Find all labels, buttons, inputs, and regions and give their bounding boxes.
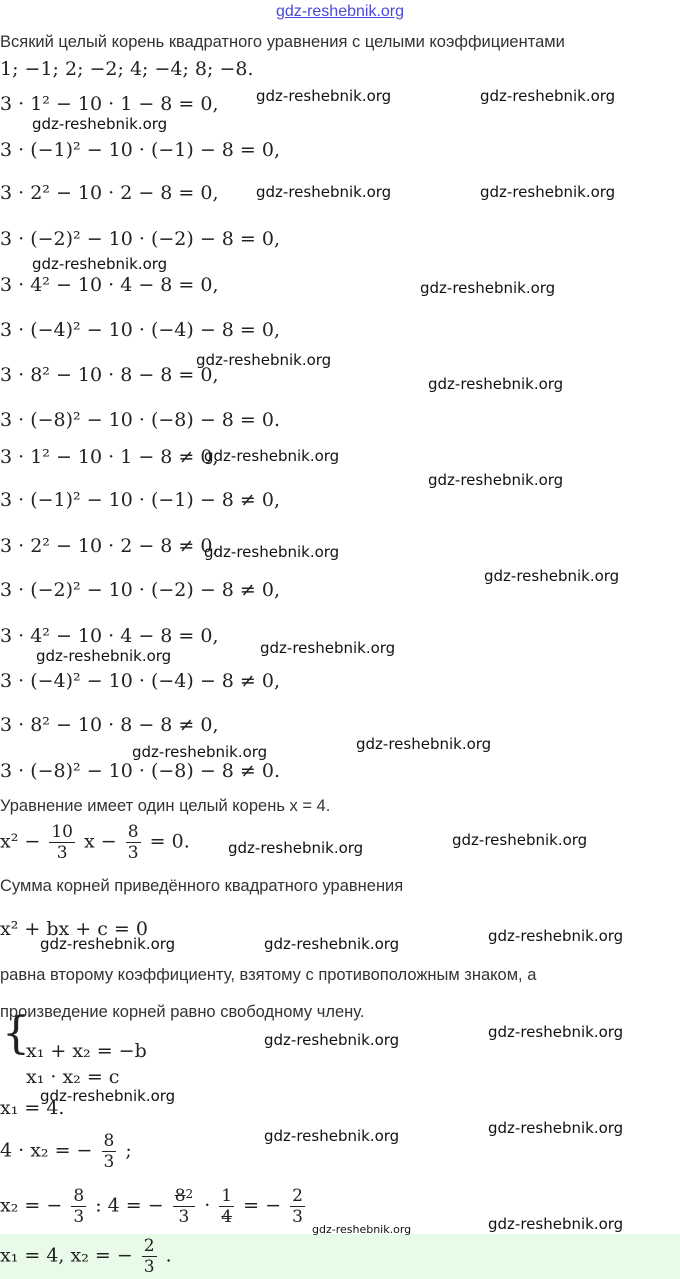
product-equation [0, 1131, 132, 1172]
reduced-equation [0, 822, 190, 863]
answer-end: . [165, 1244, 172, 1267]
system-line-sum: x₁ + x₂ = −b [26, 1040, 147, 1062]
denominator: 3 [56, 843, 68, 863]
watermark: gdz-reshebnik.org [32, 115, 168, 133]
check-line: 3 · 2² − 10 · 2 − 8 = 0, [0, 182, 219, 204]
watermark: gdz-reshebnik.org [36, 647, 172, 665]
watermark: gdz-reshebnik.org [480, 87, 616, 105]
numerator: 1 [221, 1186, 233, 1206]
check-line: 3 · (−4)² − 10 · (−4) − 8 ≠ 0, [0, 670, 280, 692]
denominator: 3 [292, 1207, 303, 1227]
system-brace: { [2, 1008, 30, 1059]
intro-text: Всякий целый корень квадратного уравнения с целыми коэффициентами [0, 33, 565, 51]
fraction [290, 1186, 305, 1227]
reduced-eq-right: = 0. [149, 830, 190, 853]
reduced-eq-left: x² − [0, 830, 41, 853]
check-line: 3 · (−1)² − 10 · (−1) − 8 = 0, [0, 139, 280, 161]
answer-left: x₁ = 4, x₂ = − [0, 1244, 133, 1267]
check-line: 3 · (−2)² − 10 · (−2) − 8 = 0, [0, 228, 280, 250]
watermark: gdz-reshebnik.org [428, 375, 564, 393]
watermark: gdz-reshebnik.org [488, 1215, 624, 1233]
watermark: gdz-reshebnik.org [264, 935, 400, 953]
numerator: 8 [127, 822, 139, 842]
x1-value: x₁ = 4. [0, 1097, 65, 1119]
divisors-list: 1; −1; 2; −2; 4; −4; 8; −8. [0, 58, 254, 80]
watermark: gdz-reshebnik.org [312, 1223, 412, 1236]
x2-mid: : 4 = − [95, 1194, 164, 1217]
denominator: 3 [127, 843, 139, 863]
watermark: gdz-reshebnik.org [32, 255, 168, 273]
watermark: gdz-reshebnik.org [428, 471, 564, 489]
numerator: 10 [51, 822, 73, 842]
watermark: gdz-reshebnik.org [488, 927, 624, 945]
denominator: 3 [143, 1257, 155, 1277]
product-end: ; [125, 1139, 132, 1162]
watermark: gdz-reshebnik.org [356, 735, 492, 753]
denominator: 3 [178, 1207, 190, 1227]
check-line: 3 · (−2)² − 10 · (−2) − 8 ≠ 0, [0, 579, 280, 601]
fraction [142, 1236, 157, 1277]
watermark: gdz-reshebnik.org [196, 351, 332, 369]
vieta-text-2: равна второму коэффициенту, взятому с противоположным знаком, а [0, 966, 537, 984]
check-line: 3 · (−8)² − 10 · (−8) − 8 = 0. [0, 409, 280, 431]
fraction [71, 1186, 86, 1227]
check-line: 3 · 1² − 10 · 1 − 8 = 0, [0, 93, 219, 115]
reduced-numerator: 2 [185, 1187, 194, 1201]
vieta-text-1: Сумма корней приведённого квадратного уравнения [0, 877, 404, 895]
check-line: 3 · 4² − 10 · 4 − 8 = 0, [0, 274, 219, 296]
watermark: gdz-reshebnik.org [264, 1127, 400, 1145]
watermark: gdz-reshebnik.org [228, 839, 364, 857]
watermark: gdz-reshebnik.org [260, 639, 396, 657]
numerator: 8 [73, 1186, 85, 1206]
product-left: 4 · x₂ = − [0, 1139, 93, 1162]
fraction [173, 1186, 195, 1227]
answer-line [0, 1236, 172, 1277]
x2-eq: = − [243, 1194, 282, 1217]
numerator: 2 [292, 1186, 303, 1206]
check-line: 3 · 8² − 10 · 8 − 8 = 0, [0, 364, 219, 386]
fraction [126, 822, 141, 863]
watermark: gdz-reshebnik.org [204, 447, 340, 465]
watermark: gdz-reshebnik.org [40, 935, 176, 953]
check-line: 3 · (−8)² − 10 · (−8) − 8 ≠ 0. [0, 760, 280, 782]
watermark: gdz-reshebnik.org [264, 1031, 400, 1049]
check-line: 3 · 4² − 10 · 4 − 8 = 0, [0, 625, 219, 647]
numerator: 8 [103, 1131, 115, 1151]
cancelled-numerator: 8 [174, 1186, 186, 1206]
denominator: 3 [103, 1152, 115, 1172]
watermark: gdz-reshebnik.org [256, 183, 392, 201]
watermark: gdz-reshebnik.org [256, 87, 392, 105]
fraction [49, 822, 75, 863]
watermark: gdz-reshebnik.org [452, 831, 588, 849]
numerator: 2 [143, 1236, 155, 1256]
system-line-product: x₁ · x₂ = c [26, 1066, 120, 1088]
watermark: gdz-reshebnik.org [484, 567, 620, 585]
watermark: gdz-reshebnik.org [480, 183, 616, 201]
watermark: gdz-reshebnik.org [420, 279, 556, 297]
reduced-eq-mid: x − [84, 830, 117, 853]
x2-calculation [0, 1186, 308, 1227]
watermark: gdz-reshebnik.org [488, 1119, 624, 1137]
check-line: 3 · 1² − 10 · 1 − 8 ≠ 0, [0, 446, 219, 468]
numerator [173, 1186, 195, 1207]
vieta-text-3: произведение корней равно свободному члену. [0, 1003, 365, 1021]
site-header [0, 0, 680, 24]
x2-left: x₂ = − [0, 1194, 63, 1217]
check-line: 3 · (−1)² − 10 · (−1) − 8 ≠ 0, [0, 489, 280, 511]
watermark: gdz-reshebnik.org [132, 743, 268, 761]
general-equation: x² + bx + c = 0 [0, 918, 148, 940]
denominator: 3 [73, 1207, 85, 1227]
watermark: gdz-reshebnik.org [40, 1087, 176, 1105]
fraction [219, 1186, 234, 1227]
cancelled-denominator: 4 [221, 1207, 233, 1227]
check-line: 3 · 8² − 10 · 8 − 8 ≠ 0, [0, 714, 219, 736]
site-link[interactable]: gdz-reshebnik.org [275, 3, 405, 20]
check-line: 3 · (−4)² − 10 · (−4) − 8 = 0, [0, 319, 280, 341]
one-root-text: Уравнение имеет один целый корень x = 4. [0, 797, 331, 815]
check-line: 3 · 2² − 10 · 2 − 8 ≠ 0, [0, 535, 219, 557]
watermark: gdz-reshebnik.org [204, 543, 340, 561]
watermark: gdz-reshebnik.org [488, 1023, 624, 1041]
x2-dot: · [204, 1194, 211, 1217]
fraction [102, 1131, 117, 1172]
